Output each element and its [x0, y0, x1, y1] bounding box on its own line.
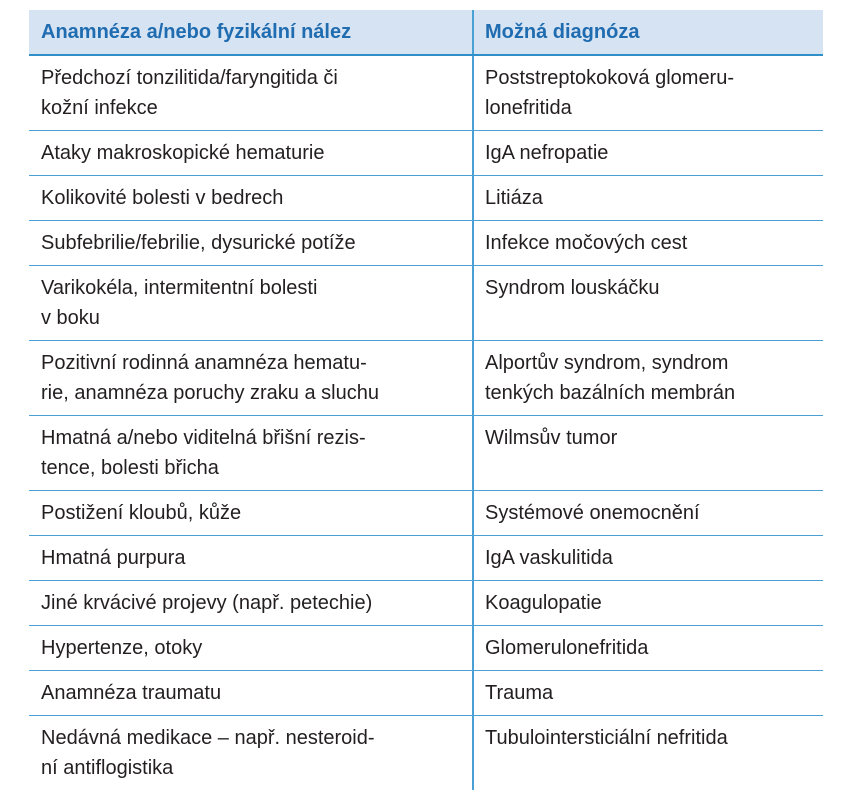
diagnosis-cell: Alportův syndrom, syndrom tenkých bazálních membrán — [485, 352, 736, 404]
finding-cell: Hmatná purpura — [29, 536, 474, 580]
header-diagnosis: Možná diagnóza — [485, 21, 640, 43]
diagnosis-cell: Infekce močových cest — [485, 232, 688, 254]
finding-cell: Předchozí tonzilitida/faryngitida či kožní infekce — [29, 56, 474, 130]
finding-cell: Pozitivní rodinná anamnéza hematu- rie, anamnéza poruchy zraku a sluchu — [29, 341, 474, 415]
table-row — [29, 416, 823, 491]
finding-cell: Jiné krvácivé projevy (např. petechie) — [29, 581, 474, 625]
finding-cell: Subfebrilie/febrilie, dysurické potíže — [29, 221, 474, 265]
finding-cell: Hypertenze, otoky — [29, 626, 474, 670]
table-row — [29, 536, 823, 581]
table-row — [29, 341, 823, 416]
table-row — [29, 221, 823, 266]
finding-cell: Varikokéla, intermitentní bolesti v boku — [29, 266, 474, 340]
diagnosis-cell: Litiáza — [485, 187, 543, 209]
table-row — [29, 131, 823, 176]
table-row — [29, 671, 823, 716]
finding-cell: Ataky makroskopické hematurie — [29, 131, 474, 175]
finding-cell: Nedávná medikace – např. nesteroid- ní antiflogistika — [29, 716, 474, 790]
diagnosis-cell: Glomerulonefritida — [485, 637, 649, 659]
diagnosis-cell: Systémové onemocnění — [485, 502, 700, 524]
header-finding: Anamnéza a/nebo fyzikální nález — [29, 10, 474, 54]
finding-cell: Postižení kloubů, kůže — [29, 491, 474, 535]
diagnosis-cell: Wilmsův tumor — [485, 427, 618, 449]
diagnosis-cell: IgA nefropatie — [485, 142, 609, 164]
diagnosis-cell: Koagulopatie — [485, 592, 602, 614]
table-row — [29, 581, 823, 626]
table-row — [29, 176, 823, 221]
table-row — [29, 491, 823, 536]
table-row — [29, 716, 823, 790]
table-header — [29, 10, 823, 56]
diagnosis-cell: Tubulointersticiální nefritida — [485, 727, 728, 749]
table-row — [29, 626, 823, 671]
diagnosis-cell: Syndrom louskáčku — [485, 277, 660, 299]
diagnosis-cell: Trauma — [485, 682, 554, 704]
diagnosis-cell: IgA vaskulitida — [485, 547, 613, 569]
finding-cell: Anamnéza traumatu — [29, 671, 474, 715]
diagnosis-table — [29, 10, 823, 790]
table-row — [29, 266, 823, 341]
diagnosis-cell: Poststreptokoková glomeru- lonefritida — [485, 67, 735, 119]
finding-cell: Hmatná a/nebo viditelná břišní rezis- tence, bolesti břicha — [29, 416, 474, 490]
finding-cell: Kolikovité bolesti v bedrech — [29, 176, 474, 220]
table-row — [29, 56, 823, 131]
